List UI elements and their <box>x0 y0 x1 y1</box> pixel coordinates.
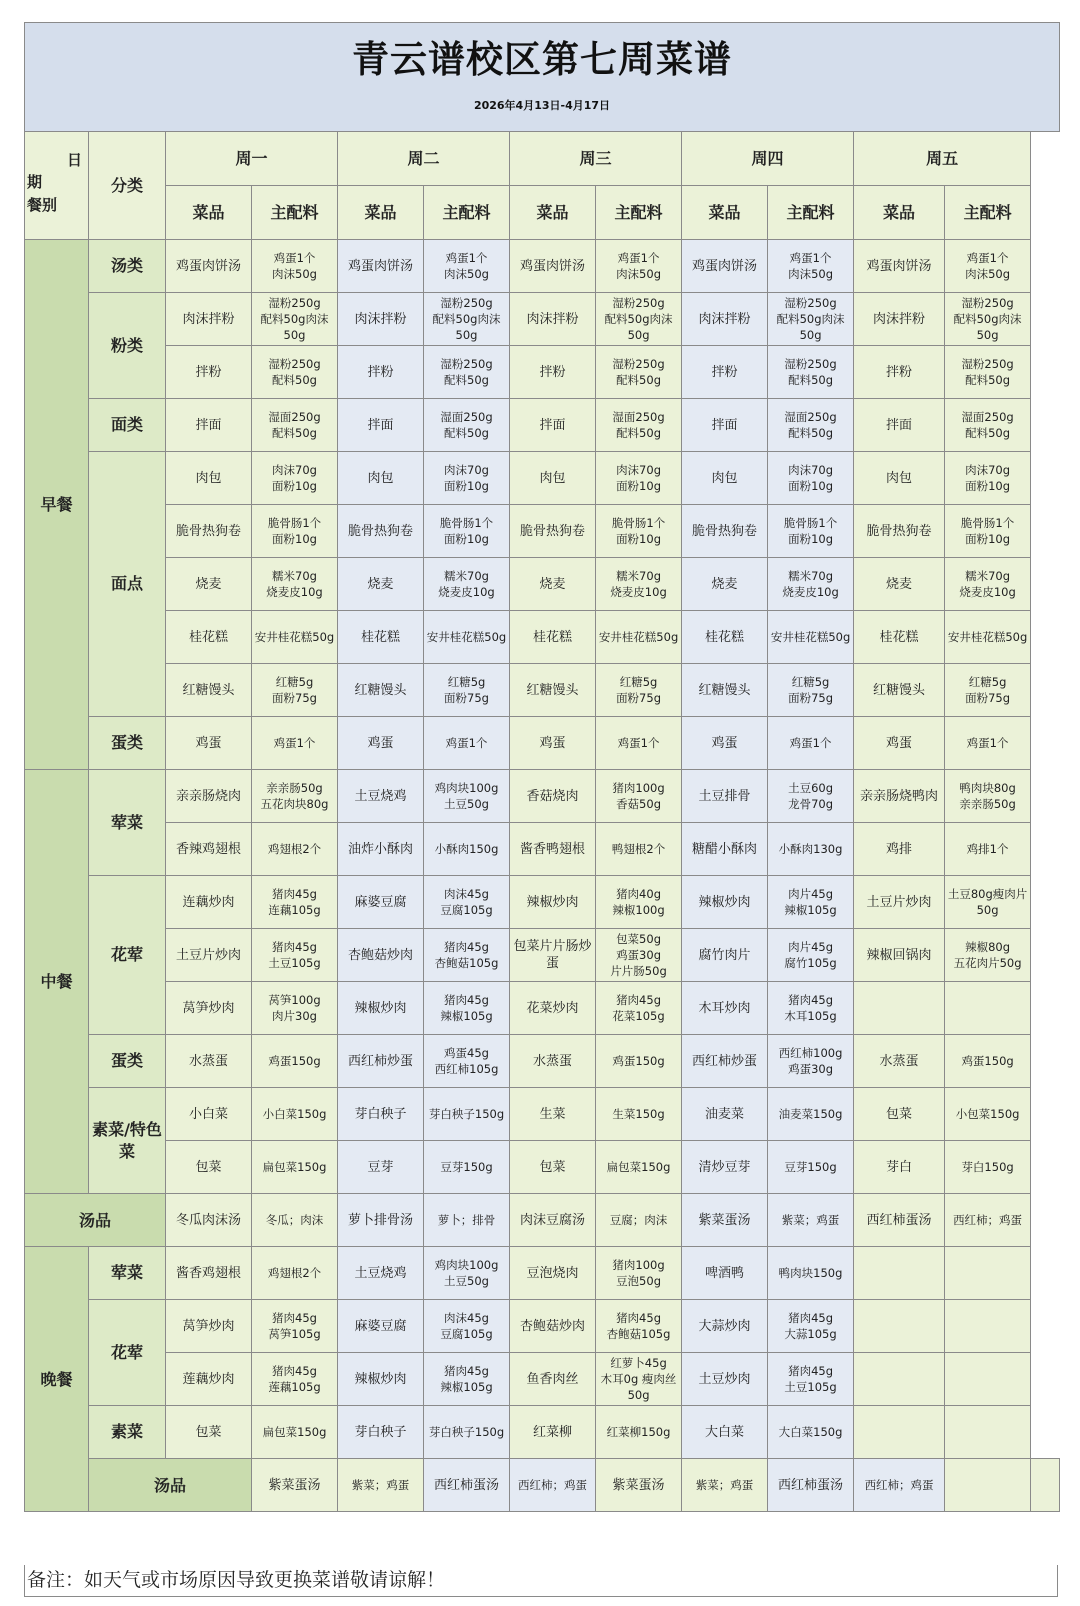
dish-cell: 萝卜排骨汤 <box>338 1194 424 1247</box>
ingredient-cell: 莴笋100g 肉片30g <box>252 982 338 1035</box>
dish-cell: 土豆烧鸡 <box>338 1247 424 1300</box>
dish-cell: 辣椒炒肉 <box>338 1353 424 1406</box>
ingredient-cell: 湿粉250g 配料50g <box>945 346 1031 399</box>
ingredient-cell: 豆芽150g <box>424 1141 510 1194</box>
ingredient-cell: 猪肉100g 香菇50g <box>596 770 682 823</box>
ingredient-cell: 湿面250g 配料50g <box>252 399 338 452</box>
category-veg: 素菜 <box>89 1406 166 1459</box>
ingredient-cell: 鸡蛋1个 肉沫50g <box>424 240 510 293</box>
dish-cell: 包菜 <box>510 1141 596 1194</box>
ingredient-cell: 鸡排1个 <box>945 823 1031 876</box>
dish-cell: 拌粉 <box>682 346 768 399</box>
ingredient-cell: 脆骨肠1个 面粉10g <box>424 505 510 558</box>
ingredient-cell: 西红柿；鸡蛋 <box>945 1194 1031 1247</box>
dish-cell: 水蒸蛋 <box>510 1035 596 1088</box>
dish-cell: 木耳炒肉 <box>682 982 768 1035</box>
ingredient-cell: 大白菜150g <box>768 1406 854 1459</box>
ingredient-cell: 猪肉45g 土豆105g <box>252 929 338 982</box>
dish-cell: 莲藕炒肉 <box>166 1353 252 1406</box>
ingredient-column-header: 主配料 <box>768 186 854 240</box>
ingredient-cell: 湿粉250g 配料50g <box>768 346 854 399</box>
ingredient-cell: 亲亲肠50g 五花肉块80g <box>252 770 338 823</box>
dish-cell: 麻婆豆腐 <box>338 876 424 929</box>
dish-cell: 烧麦 <box>854 558 945 611</box>
dish-cell: 杏鲍菇炒肉 <box>338 929 424 982</box>
corner-canbie: 餐别 <box>27 196 58 214</box>
dish-cell: 生菜 <box>510 1088 596 1141</box>
ingredient-cell: 脆骨肠1个 面粉10g <box>596 505 682 558</box>
dish-cell: 大白菜 <box>682 1406 768 1459</box>
dish-cell: 鸡蛋肉饼汤 <box>338 240 424 293</box>
dish-cell: 莴笋炒肉 <box>166 1300 252 1353</box>
dish-cell: 肉包 <box>854 452 945 505</box>
soup-section-dinner: 汤品 <box>89 1459 252 1512</box>
ingredient-cell: 安井桂花糕50g <box>252 611 338 664</box>
ingredient-cell: 猪肉100g 豆泡50g <box>596 1247 682 1300</box>
dish-cell: 花菜炒肉 <box>510 982 596 1035</box>
dish-cell: 桂花糕 <box>338 611 424 664</box>
day-header: 周三 <box>510 132 682 186</box>
ingredient-cell: 猪肉45g 莴笋105g <box>252 1300 338 1353</box>
ingredient-cell <box>945 1353 1031 1406</box>
dish-column-header: 菜品 <box>854 186 945 240</box>
ingredient-cell: 糯米70g 烧麦皮10g <box>596 558 682 611</box>
dish-cell: 酱香鸡翅根 <box>166 1247 252 1300</box>
dish-cell: 冬瓜肉沫汤 <box>166 1194 252 1247</box>
dish-cell: 脆骨热狗卷 <box>854 505 945 558</box>
category-header: 分类 <box>89 132 166 240</box>
dish-column-header: 菜品 <box>510 186 596 240</box>
ingredient-cell: 鸡蛋1个 <box>424 717 510 770</box>
dish-cell: 辣椒炒肉 <box>338 982 424 1035</box>
dish-cell: 芽白秧子 <box>338 1088 424 1141</box>
ingredient-cell: 湿粉250g 配料50g <box>252 346 338 399</box>
dish-cell: 啤酒鸭 <box>682 1247 768 1300</box>
dish-cell: 西红柿炒蛋 <box>682 1035 768 1088</box>
dish-cell: 西红柿蛋汤 <box>424 1459 510 1512</box>
dish-cell: 鸡蛋 <box>854 717 945 770</box>
dish-cell: 肉沫豆腐汤 <box>510 1194 596 1247</box>
dish-cell: 红糖馒头 <box>510 664 596 717</box>
ingredient-cell: 红萝卜45g 木耳0g 瘦肉丝 50g <box>596 1353 682 1406</box>
dish-cell: 麻婆豆腐 <box>338 1300 424 1353</box>
dish-cell: 肉包 <box>510 452 596 505</box>
ingredient-cell: 猪肉45g 莲藕105g <box>252 1353 338 1406</box>
ingredient-cell: 肉沫70g 面粉10g <box>252 452 338 505</box>
dish-cell: 土豆片炒肉 <box>166 929 252 982</box>
ingredient-cell: 湿面250g 配料50g <box>768 399 854 452</box>
ingredient-cell: 鸡蛋45g 西红柿105g <box>424 1035 510 1088</box>
ingredient-cell: 豆腐；肉沫 <box>596 1194 682 1247</box>
menu-sheet <box>24 22 1060 1591</box>
dish-cell: 香菇烧肉 <box>510 770 596 823</box>
ingredient-cell: 芽白150g <box>945 1141 1031 1194</box>
ingredient-cell: 湿粉250g 配料50g肉沫 50g <box>596 293 682 346</box>
ingredient-cell <box>945 1247 1031 1300</box>
dish-cell: 肉沫拌粉 <box>510 293 596 346</box>
header <box>24 22 1060 132</box>
category-half-meat: 花荤 <box>89 1300 166 1406</box>
ingredient-cell: 糯米70g 烧麦皮10g <box>945 558 1031 611</box>
category-soup: 汤类 <box>89 240 166 293</box>
ingredient-cell: 土豆60g 龙骨70g <box>768 770 854 823</box>
ingredient-cell: 猪肉45g 花菜105g <box>596 982 682 1035</box>
dish-cell: 小白菜 <box>166 1088 252 1141</box>
dish-cell: 鸡蛋 <box>166 717 252 770</box>
ingredient-cell: 脆骨肠1个 面粉10g <box>945 505 1031 558</box>
dish-cell: 鸡蛋 <box>510 717 596 770</box>
ingredient-cell: 鸡翅根2个 <box>252 1247 338 1300</box>
ingredient-cell: 湿面250g 配料50g <box>945 399 1031 452</box>
ingredient-cell: 扁包菜150g <box>252 1141 338 1194</box>
ingredient-cell: 糯米70g 烧麦皮10g <box>252 558 338 611</box>
ingredient-cell: 猪肉45g 杏鲍菇105g <box>424 929 510 982</box>
ingredient-cell: 猪肉45g 辣椒105g <box>424 982 510 1035</box>
day-header: 周一 <box>166 132 338 186</box>
meal-lunch: 中餐 <box>25 770 89 1194</box>
dish-cell: 连藕炒肉 <box>166 876 252 929</box>
dish-cell: 烧麦 <box>338 558 424 611</box>
ingredient-cell <box>945 1300 1031 1353</box>
dish-cell: 鸡蛋肉饼汤 <box>854 240 945 293</box>
dish-cell: 鸡排 <box>854 823 945 876</box>
dish-cell: 鸡蛋肉饼汤 <box>166 240 252 293</box>
ingredient-cell: 冬瓜；肉沫 <box>252 1194 338 1247</box>
dish-cell: 土豆烧鸡 <box>338 770 424 823</box>
dish-cell <box>854 1353 945 1406</box>
ingredient-cell <box>945 1406 1031 1459</box>
dish-cell: 紫菜蛋汤 <box>596 1459 682 1512</box>
dish-cell: 包菜 <box>854 1088 945 1141</box>
dish-cell: 肉包 <box>682 452 768 505</box>
dish-cell: 西红柿蛋汤 <box>854 1194 945 1247</box>
dish-cell: 西红柿蛋汤 <box>768 1459 854 1512</box>
ingredient-cell: 包菜50g 鸡蛋30g 片片肠50g <box>596 929 682 982</box>
dish-cell <box>945 1459 1031 1512</box>
menu-table <box>24 131 1060 1512</box>
ingredient-cell: 红糖5g 面粉75g <box>596 664 682 717</box>
ingredient-cell: 鸡蛋1个 肉沫50g <box>252 240 338 293</box>
ingredient-cell: 鸭翅根2个 <box>596 823 682 876</box>
ingredient-cell: 红菜柳150g <box>596 1406 682 1459</box>
dish-cell: 红糖馒头 <box>166 664 252 717</box>
ingredient-cell: 安井桂花糕50g <box>424 611 510 664</box>
dish-cell: 糖醋小酥肉 <box>682 823 768 876</box>
dish-cell: 脆骨热狗卷 <box>510 505 596 558</box>
ingredient-cell: 猪肉40g 辣椒100g <box>596 876 682 929</box>
ingredient-cell: 湿面250g 配料50g <box>424 399 510 452</box>
ingredient-cell: 鸡翅根2个 <box>252 823 338 876</box>
ingredient-column-header: 主配料 <box>252 186 338 240</box>
dish-cell: 肉沫拌粉 <box>854 293 945 346</box>
dish-cell: 肉包 <box>166 452 252 505</box>
dish-cell: 水蒸蛋 <box>166 1035 252 1088</box>
dish-cell: 肉包 <box>338 452 424 505</box>
ingredient-cell: 紫菜；鸡蛋 <box>682 1459 768 1512</box>
ingredient-cell: 鸡蛋1个 肉沫50g <box>596 240 682 293</box>
category-noodle-rice: 粉类 <box>89 293 166 399</box>
ingredient-cell: 小酥肉130g <box>768 823 854 876</box>
ingredient-cell: 小白菜150g <box>252 1088 338 1141</box>
dish-cell: 亲亲肠烧鸭肉 <box>854 770 945 823</box>
category-meat: 荤菜 <box>89 1247 166 1300</box>
ingredient-cell: 脆骨肠1个 面粉10g <box>768 505 854 558</box>
ingredient-cell: 豆芽150g <box>768 1141 854 1194</box>
dish-column-header: 菜品 <box>338 186 424 240</box>
ingredient-cell: 芽白秧子150g <box>424 1406 510 1459</box>
ingredient-cell <box>945 982 1031 1035</box>
ingredient-cell: 肉沫70g 面粉10g <box>424 452 510 505</box>
ingredient-cell: 猪肉45g 辣椒105g <box>424 1353 510 1406</box>
dish-cell: 拌面 <box>166 399 252 452</box>
dish-cell <box>854 1247 945 1300</box>
dish-cell: 拌粉 <box>510 346 596 399</box>
dish-cell: 桂花糕 <box>166 611 252 664</box>
category-egg: 蛋类 <box>89 1035 166 1088</box>
ingredient-cell: 安井桂花糕50g <box>945 611 1031 664</box>
dish-cell: 辣椒回锅肉 <box>854 929 945 982</box>
corner-ri: 日 <box>66 151 82 169</box>
dish-cell: 杏鲍菇炒肉 <box>510 1300 596 1353</box>
dish-cell: 桂花糕 <box>510 611 596 664</box>
ingredient-cell: 肉沫70g 面粉10g <box>768 452 854 505</box>
dish-cell: 包菜 <box>166 1406 252 1459</box>
ingredient-column-header: 主配料 <box>596 186 682 240</box>
ingredient-cell: 紫菜；鸡蛋 <box>768 1194 854 1247</box>
dish-cell: 土豆排骨 <box>682 770 768 823</box>
ingredient-cell: 鸭肉块80g 亲亲肠50g <box>945 770 1031 823</box>
ingredient-cell: 鸡蛋1个 <box>252 717 338 770</box>
ingredient-cell: 芽白秧子150g <box>424 1088 510 1141</box>
dish-cell: 大蒜炒肉 <box>682 1300 768 1353</box>
ingredient-cell: 糯米70g 烧麦皮10g <box>768 558 854 611</box>
ingredient-cell: 猪肉45g 大蒜105g <box>768 1300 854 1353</box>
dish-cell <box>854 1406 945 1459</box>
ingredient-cell: 猪肉45g 木耳105g <box>768 982 854 1035</box>
dish-cell: 桂花糕 <box>682 611 768 664</box>
ingredient-cell: 湿粉250g 配料50g肉沫 50g <box>424 293 510 346</box>
ingredient-cell: 生菜150g <box>596 1088 682 1141</box>
dish-cell: 鸡蛋肉饼汤 <box>682 240 768 293</box>
dish-cell: 红糖馒头 <box>338 664 424 717</box>
soup-section-lunch: 汤品 <box>25 1194 166 1247</box>
ingredient-cell: 肉片45g 腐竹105g <box>768 929 854 982</box>
ingredient-cell: 鸭肉块150g <box>768 1247 854 1300</box>
dish-cell: 拌面 <box>682 399 768 452</box>
ingredient-cell: 红糖5g 面粉75g <box>252 664 338 717</box>
dish-cell: 拌面 <box>854 399 945 452</box>
ingredient-cell: 小包菜150g <box>945 1088 1031 1141</box>
dish-cell: 拌粉 <box>854 346 945 399</box>
ingredient-cell: 湿粉250g 配料50g肉沫 50g <box>252 293 338 346</box>
dish-cell: 红糖馒头 <box>682 664 768 717</box>
dish-cell: 烧麦 <box>510 558 596 611</box>
ingredient-cell: 安井桂花糕50g <box>596 611 682 664</box>
ingredient-cell: 土豆80g瘦肉片 50g <box>945 876 1031 929</box>
dish-cell: 拌面 <box>510 399 596 452</box>
ingredient-cell: 红糖5g 面粉75g <box>945 664 1031 717</box>
ingredient-cell: 红糖5g 面粉75g <box>424 664 510 717</box>
ingredient-cell: 鸡蛋1个 <box>768 717 854 770</box>
ingredient-cell: 辣椒80g 五花肉片50g <box>945 929 1031 982</box>
dish-cell: 包菜 <box>166 1141 252 1194</box>
ingredient-cell: 小酥肉150g <box>424 823 510 876</box>
ingredient-cell <box>1031 1459 1060 1512</box>
ingredient-cell: 脆骨肠1个 面粉10g <box>252 505 338 558</box>
ingredient-cell: 肉沫45g 豆腐105g <box>424 876 510 929</box>
ingredient-cell: 鸡蛋150g <box>596 1035 682 1088</box>
dish-cell: 脆骨热狗卷 <box>682 505 768 558</box>
ingredient-cell: 湿粉250g 配料50g肉沫 50g <box>945 293 1031 346</box>
dish-cell: 红菜柳 <box>510 1406 596 1459</box>
dish-cell: 腐竹肉片 <box>682 929 768 982</box>
ingredient-cell: 鸡蛋1个 <box>596 717 682 770</box>
dish-cell: 土豆炒肉 <box>682 1353 768 1406</box>
dish-cell: 拌面 <box>338 399 424 452</box>
dish-cell: 拌粉 <box>166 346 252 399</box>
dish-cell: 紫菜蛋汤 <box>682 1194 768 1247</box>
ingredient-cell: 扁包菜150g <box>252 1406 338 1459</box>
dish-cell: 水蒸蛋 <box>854 1035 945 1088</box>
dish-cell: 烧麦 <box>682 558 768 611</box>
ingredient-cell: 西红柿；鸡蛋 <box>854 1459 945 1512</box>
ingredient-cell: 鸡蛋1个 <box>945 717 1031 770</box>
dish-cell: 辣椒炒肉 <box>510 876 596 929</box>
dish-cell: 鸡蛋 <box>682 717 768 770</box>
ingredient-cell: 鸡肉块100g 土豆50g <box>424 770 510 823</box>
meal-breakfast: 早餐 <box>25 240 89 770</box>
dish-cell: 包菜片片肠炒 蛋 <box>510 929 596 982</box>
day-header: 周二 <box>338 132 510 186</box>
page-title: 青云谱校区第七周菜谱 <box>352 38 732 81</box>
ingredient-column-header: 主配料 <box>945 186 1031 240</box>
dish-cell: 土豆片炒肉 <box>854 876 945 929</box>
dish-cell: 紫菜蛋汤 <box>252 1459 338 1512</box>
category-veg-special: 素菜/特色菜 <box>89 1088 166 1194</box>
ingredient-cell: 红糖5g 面粉75g <box>768 664 854 717</box>
category-half-meat: 花荤 <box>89 876 166 1035</box>
dish-cell: 鸡蛋 <box>338 717 424 770</box>
dish-cell: 亲亲肠烧肉 <box>166 770 252 823</box>
category-meat: 荤菜 <box>89 770 166 876</box>
ingredient-cell: 肉沫45g 豆腐105g <box>424 1300 510 1353</box>
category-egg: 蛋类 <box>89 717 166 770</box>
dish-cell: 油炸小酥肉 <box>338 823 424 876</box>
dish-cell: 红糖馒头 <box>854 664 945 717</box>
dish-cell: 鱼香肉丝 <box>510 1353 596 1406</box>
ingredient-cell: 肉片45g 辣椒105g <box>768 876 854 929</box>
ingredient-cell: 湿粉250g 配料50g肉沫 50g <box>768 293 854 346</box>
dish-cell <box>854 982 945 1035</box>
ingredient-cell: 猪肉45g 连藕105g <box>252 876 338 929</box>
ingredient-cell: 鸡蛋150g <box>252 1035 338 1088</box>
day-header: 周五 <box>854 132 1031 186</box>
dish-cell <box>854 1300 945 1353</box>
ingredient-cell: 猪肉45g 杏鲍菇105g <box>596 1300 682 1353</box>
footer-note: 备注：如天气或市场原因导致更换菜谱敬请谅解！ <box>24 1565 1058 1597</box>
ingredient-cell: 萝卜；排骨 <box>424 1194 510 1247</box>
ingredient-cell: 湿粉250g 配料50g <box>424 346 510 399</box>
ingredient-cell: 安井桂花糕50g <box>768 611 854 664</box>
dish-column-header: 菜品 <box>166 186 252 240</box>
dish-cell: 香辣鸡翅根 <box>166 823 252 876</box>
dish-cell: 豆芽 <box>338 1141 424 1194</box>
dish-cell: 脆骨热狗卷 <box>166 505 252 558</box>
dish-column-header: 菜品 <box>682 186 768 240</box>
ingredient-cell: 糯米70g 烧麦皮10g <box>424 558 510 611</box>
dish-cell: 豆泡烧肉 <box>510 1247 596 1300</box>
dish-cell: 辣椒炒肉 <box>682 876 768 929</box>
ingredient-cell: 扁包菜150g <box>596 1141 682 1194</box>
corner-qi: 期 <box>27 173 43 191</box>
dish-cell: 肉沫拌粉 <box>338 293 424 346</box>
ingredient-cell: 鸡蛋1个 肉沫50g <box>768 240 854 293</box>
meal-dinner: 晚餐 <box>25 1247 89 1512</box>
dish-cell: 桂花糕 <box>854 611 945 664</box>
dish-cell: 脆骨热狗卷 <box>338 505 424 558</box>
ingredient-cell: 鸡肉块100g 土豆50g <box>424 1247 510 1300</box>
ingredient-cell: 鸡蛋1个 肉沫50g <box>945 240 1031 293</box>
dish-cell: 肉沫拌粉 <box>682 293 768 346</box>
dish-cell: 清炒豆芽 <box>682 1141 768 1194</box>
day-header: 周四 <box>682 132 854 186</box>
corner-cell <box>25 132 89 240</box>
ingredient-cell: 肉沫70g 面粉10g <box>945 452 1031 505</box>
ingredient-cell: 湿粉250g 配料50g <box>596 346 682 399</box>
ingredient-cell: 肉沫70g 面粉10g <box>596 452 682 505</box>
ingredient-cell: 西红柿；鸡蛋 <box>510 1459 596 1512</box>
date-range: 2026年4月13日-4月17日 <box>473 99 611 112</box>
dish-cell: 肉沫拌粉 <box>166 293 252 346</box>
dish-cell: 鸡蛋肉饼汤 <box>510 240 596 293</box>
ingredient-cell: 油麦菜150g <box>768 1088 854 1141</box>
ingredient-column-header: 主配料 <box>424 186 510 240</box>
ingredient-cell: 猪肉45g 土豆105g <box>768 1353 854 1406</box>
dish-cell: 拌粉 <box>338 346 424 399</box>
dish-cell: 芽白秧子 <box>338 1406 424 1459</box>
category-noodle-wheat: 面类 <box>89 399 166 452</box>
dish-cell: 烧麦 <box>166 558 252 611</box>
ingredient-cell: 紫菜；鸡蛋 <box>338 1459 424 1512</box>
ingredient-cell: 西红柿100g 鸡蛋30g <box>768 1035 854 1088</box>
dish-cell: 芽白 <box>854 1141 945 1194</box>
ingredient-cell: 鸡蛋150g <box>945 1035 1031 1088</box>
dish-cell: 油麦菜 <box>682 1088 768 1141</box>
ingredient-cell: 湿面250g 配料50g <box>596 399 682 452</box>
dish-cell: 莴笋炒肉 <box>166 982 252 1035</box>
dish-cell: 西红柿炒蛋 <box>338 1035 424 1088</box>
category-pastry: 面点 <box>89 452 166 717</box>
dish-cell: 酱香鸭翅根 <box>510 823 596 876</box>
